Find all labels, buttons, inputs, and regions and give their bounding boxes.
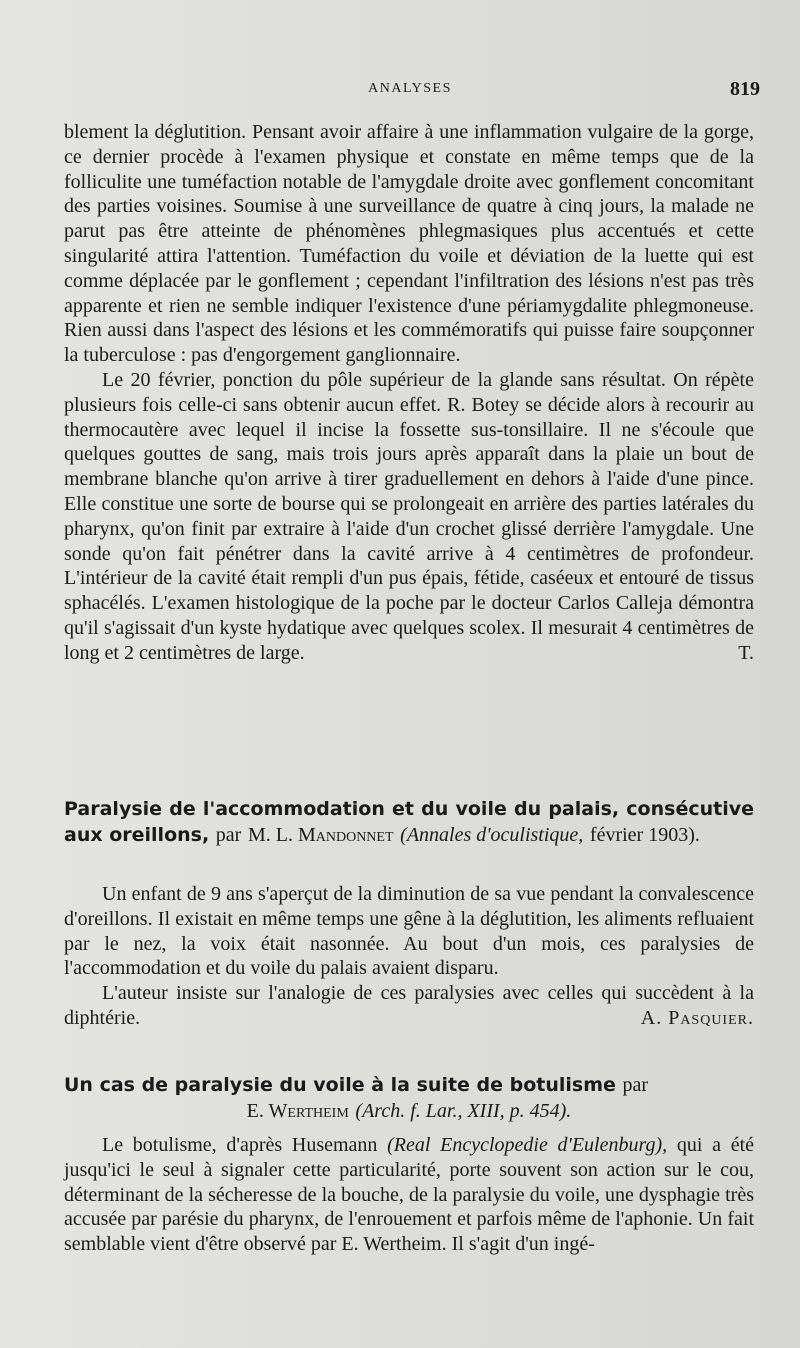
article-3-lead-source: (Real Encyclopedie d'Eulenburg), <box>387 1134 668 1156</box>
article-2-paragraph-1: Un enfant de 9 ans s'aperçut de la diminution de sa vue pendant la convalescence d'oreillons. Il existait en même temps une gêne à la déglutition, les aliments refluaient par le nez, la voix était nasonnée. Au bout d'un mois, ces paralysies de l'accommodation et du voile du palais avaient disparu. <box>64 883 754 980</box>
article-2-date: février 1903). <box>589 824 700 846</box>
article-1-paragraph-1: blement la déglutition. Pensant avoir affaire à une inflammation vulgaire de la gorge, ce dernier procède à l'examen physique et constate en même temps que de la folliculite une tuméfaction notable de l'amygdale droite avec gonflement concomitant des parties voisines. Soumise à une surveillance de quatre à cinq jours, la malade ne parut pas être atteinte de phénomènes phlegmasiques plus accentués et cette singularité attira l'attention. Tuméfaction du voile et déviation de la luette qui est comme déplacée par le gonflement ; cependant l'infiltration des lésions n'est pas très apparente et rien ne semble indiquer l'existence d'une périamygdalite phlegmoneuse. Rien aussi dans l'aspect des lésions et les commémoratifs qui puisse faire soupçonner la tuberculose : pas d'engorgement ganglionnaire. <box>64 121 754 367</box>
article-1-signature: T. <box>738 641 754 664</box>
page-number: 819 <box>730 78 760 100</box>
article-3-title: Un cas de paralysie du voile à la suite de botulisme <box>64 1074 616 1096</box>
article-3-heading-line-2 <box>64 1098 754 1124</box>
article-2-source: (Annales d'oculistique, <box>400 824 584 846</box>
article-3-body <box>64 1133 754 1257</box>
article-3-lead: Le botulisme, d'après Husemann <box>102 1134 378 1156</box>
article-2-paragraph-2-text: L'auteur insiste sur l'analogie de ces paralysies avec celles qui succèdent à la diphtérie. <box>64 982 754 1029</box>
article-3-source: (Arch. f. Lar., XIII, p. 454). <box>355 1100 572 1122</box>
article-2-by: par <box>215 824 242 846</box>
article-2-heading <box>64 796 754 848</box>
article-2-author: M. L. Mandonnet <box>247 824 394 846</box>
article-3-author: E. Wertheim <box>246 1100 349 1122</box>
article-2-paragraph-2 <box>64 981 754 1031</box>
article-3-heading-line-1 <box>64 1072 754 1098</box>
article-1 <box>64 120 754 666</box>
article-2-signature: A. Pasquier. <box>640 1006 754 1029</box>
article-2-title: Paralysie de l'accommodation et du voile du palais, consécutive aux oreillons, <box>64 798 754 846</box>
article-3-by: par <box>622 1074 649 1096</box>
article-1-paragraph-2 <box>64 368 754 666</box>
running-title: ANALYSES <box>368 81 452 96</box>
article-3-heading <box>64 1072 754 1124</box>
article-3-paragraph-1 <box>64 1133 754 1257</box>
article-2-body <box>64 882 754 1031</box>
article-3-paragraph-text: qui a été jusqu'ici le seul à signaler cette particularité, porte souvent son action sur le cou, déterminant de la sécheresse de la bouche, de la paralysie du voile, une dysphagie très accusée par parésie du pharynx, de l'enrouement et parfois même de l'aphonie. Un fait semblable vient d'être observé par E. Wertheim. Il s'agit d'un ingé- <box>64 1134 755 1256</box>
article-1-paragraph-2-text: Le 20 février, ponction du pôle supérieur de la glande sans résultat. On répète plusieurs fois celle-ci sans obtenir aucun effet. R. Botey se décide alors à recourir au thermocautère avec lequel il incise la fossette sus-tonsillaire. Il ne s'écoule que quelques gouttes de sang, mais trois jours après apparaît dans la plaie un bout de membrane blanche qu'on arrive à tirer graduellement en dehors à l'aide d'une pince. Elle constitue une sorte de bourse qui se prolongeait en arrière des parties latérales du pharynx, qu'on finit par extraire à l'aide d'un crochet glissé derrière l'amygdale. Une sonde qu'on fait pénétrer dans la cavité arrive à 4 centimètres de profondeur. L'intérieur de la cavité était rempli d'un pus épais, fétide, caséeux et entouré de tissus sphacélés. L'examen histologique de la poche par le docteur Carlos Calleja démontra qu'il s'agissait d'un kyste hydatique avec quelques scolex. Il mesurait 4 centimètres de long et 2 centimètres de large. <box>64 368 754 664</box>
page-header <box>60 78 760 104</box>
